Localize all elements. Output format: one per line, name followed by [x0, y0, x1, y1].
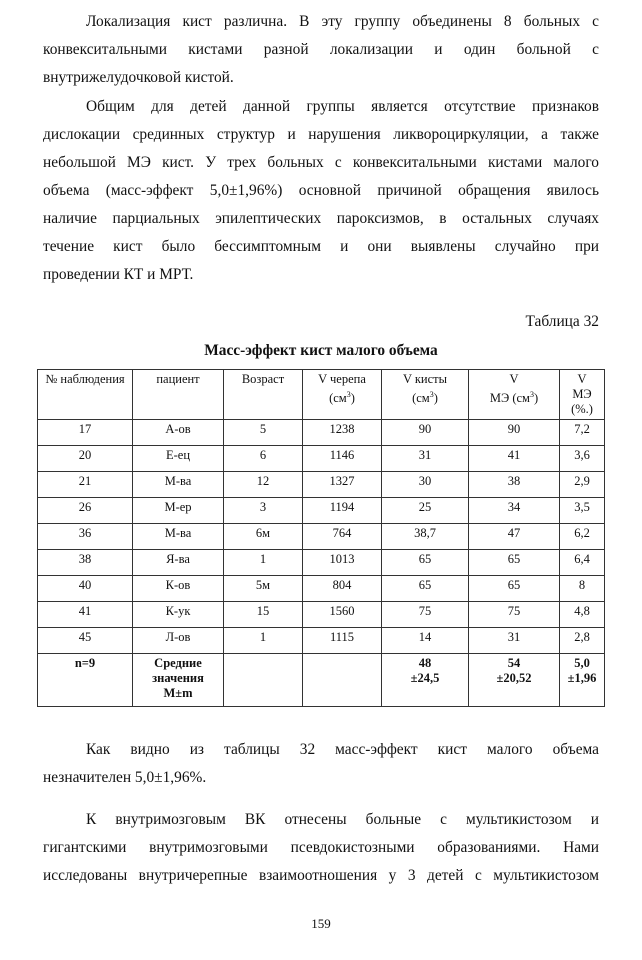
table-title: Масс-эффект кист малого объема: [204, 342, 438, 359]
header-v-me: V МЭ $(см^3)$: [469, 370, 560, 420]
cell-v-skull: 1327: [303, 472, 382, 498]
cell-age: 5м: [224, 576, 303, 602]
cell-v-me-pct: 3,6: [560, 446, 605, 472]
cell-patient: Л-ов: [133, 628, 224, 654]
text-line: внутрижелудочковой кистой.: [43, 69, 234, 86]
cell-num: 21: [38, 472, 133, 498]
cell-v-me-pct: 2,8: [560, 628, 605, 654]
cell-v-me-pct: 8: [560, 576, 605, 602]
summary-label: Средние значения M±m: [133, 654, 224, 707]
cell-v-skull: 1560: [303, 602, 382, 628]
text-line: незначителен 5,0±1,96%.: [43, 769, 207, 786]
cell-patient: Я-ва: [133, 550, 224, 576]
text-line: гигантскими внутримозговыми псевдокистозными образованиями. Нами: [43, 839, 599, 856]
paragraph-4: [43, 806, 599, 890]
page-number: 159: [311, 916, 331, 931]
table-header-row: [38, 370, 605, 420]
data-table: [37, 369, 605, 707]
table-row: [38, 550, 605, 576]
table-row: [38, 420, 605, 446]
cell-age: 3: [224, 498, 303, 524]
cell-v-me-pct: 2,9: [560, 472, 605, 498]
cell-v-cyst: 25: [382, 498, 469, 524]
cell-v-me: 90: [469, 420, 560, 446]
cell-patient: Е-ец: [133, 446, 224, 472]
cell-patient: М-ер: [133, 498, 224, 524]
table-row: [38, 576, 605, 602]
text-line: Локализация кист различна. В эту группу объединены 8 больных с: [86, 13, 599, 30]
cell-patient: К-ук: [133, 602, 224, 628]
header-patient: пациент: [133, 370, 224, 420]
cell-v-me: 31: [469, 628, 560, 654]
text-line: наличие парциальных эпилептических пароксизмов, в остальных случаях: [43, 210, 599, 227]
text-line: дислокации срединных структур и нарушения ликвороциркуляции, а также: [43, 126, 599, 143]
cell-v-me-pct: 6,4: [560, 550, 605, 576]
cell-v-skull: 1013: [303, 550, 382, 576]
cell-v-me: 65: [469, 550, 560, 576]
cell-v-skull: 764: [303, 524, 382, 550]
text-line: К внутримозговым ВК отнесены больные с мультикистозом и: [86, 811, 599, 828]
cell-v-me: 41: [469, 446, 560, 472]
cell-patient: М-ва: [133, 472, 224, 498]
text-line: исследованы внутричерепные взаимоотношения у 3 детей с мультикистозом: [43, 867, 599, 884]
cell-age: 6м: [224, 524, 303, 550]
cell-num: 36: [38, 524, 133, 550]
cell-v-me-pct: 6,2: [560, 524, 605, 550]
cell-v-cyst: 65: [382, 576, 469, 602]
header-num: № наблюдения: [38, 370, 133, 420]
cell-v-me-pct: 4,8: [560, 602, 605, 628]
cell-v-skull: 1146: [303, 446, 382, 472]
text-line: объема (масс-эффект 5,0±1,96%) основной причиной обращения явилось: [43, 182, 599, 199]
table-caption: Таблица 32: [525, 313, 599, 330]
summary-age: [224, 654, 303, 707]
cell-v-skull: 1194: [303, 498, 382, 524]
text-line: небольшой МЭ кист. У трех больных с конвекситальными кистами малого: [43, 154, 599, 171]
table-row: [38, 472, 605, 498]
cell-v-cyst: 30: [382, 472, 469, 498]
summary-row: [38, 654, 605, 707]
cell-age: 1: [224, 628, 303, 654]
cell-num: 41: [38, 602, 133, 628]
summary-v-skull: [303, 654, 382, 707]
summary-v-me: 54 ±20,52: [469, 654, 560, 707]
cell-v-cyst: 31: [382, 446, 469, 472]
cell-num: 40: [38, 576, 133, 602]
cell-age: 6: [224, 446, 303, 472]
cell-v-me: 34: [469, 498, 560, 524]
cell-v-me: 38: [469, 472, 560, 498]
cell-num: 38: [38, 550, 133, 576]
cell-patient: М-ва: [133, 524, 224, 550]
cell-v-me-pct: 3,5: [560, 498, 605, 524]
header-v-skull: V черепа $(см^3)$: [303, 370, 382, 420]
cell-v-skull: 1115: [303, 628, 382, 654]
cell-num: 17: [38, 420, 133, 446]
cell-patient: К-ов: [133, 576, 224, 602]
cell-v-cyst: 65: [382, 550, 469, 576]
cell-v-skull: 1238: [303, 420, 382, 446]
cell-patient: А-ов: [133, 420, 224, 446]
cell-v-cyst: 75: [382, 602, 469, 628]
text-line: Общим для детей данной группы является отсутствие признаков: [86, 98, 599, 115]
paragraph-3: [43, 736, 599, 792]
cell-v-cyst: 38,7: [382, 524, 469, 550]
cell-v-skull: 804: [303, 576, 382, 602]
cell-num: 26: [38, 498, 133, 524]
summary-n: n=9: [38, 654, 133, 707]
text-line: Как видно из таблицы 32 масс-эффект кист малого объема: [86, 741, 599, 758]
cell-num: 45: [38, 628, 133, 654]
cell-age: 12: [224, 472, 303, 498]
summary-pct: 5,0 ±1,96: [560, 654, 605, 707]
cell-age: 5: [224, 420, 303, 446]
cell-v-me: 75: [469, 602, 560, 628]
cell-v-me: 65: [469, 576, 560, 602]
cell-v-cyst: 90: [382, 420, 469, 446]
table-row: [38, 524, 605, 550]
header-v-me-pct: V МЭ (%.): [560, 370, 605, 420]
table-row: [38, 628, 605, 654]
table-row: [38, 446, 605, 472]
cell-age: 15: [224, 602, 303, 628]
text-line: течение кист было бессимптомным и они выявлены случайно при: [43, 238, 599, 255]
table-row: [38, 602, 605, 628]
paragraph-1: [43, 8, 599, 92]
header-v-cyst: V кисты $(см^3)$: [382, 370, 469, 420]
cell-v-cyst: 14: [382, 628, 469, 654]
cell-v-me-pct: 7,2: [560, 420, 605, 446]
text-line: конвекситальными кистами разной локализации и один больной с: [43, 41, 599, 58]
text-line: проведении КТ и МРТ.: [43, 266, 194, 283]
summary-v-cyst: 48 ±24,5: [382, 654, 469, 707]
table-row: [38, 498, 605, 524]
header-age: Возраст: [224, 370, 303, 420]
paragraph-2: [43, 93, 599, 289]
cell-v-me: 47: [469, 524, 560, 550]
cell-num: 20: [38, 446, 133, 472]
cell-age: 1: [224, 550, 303, 576]
